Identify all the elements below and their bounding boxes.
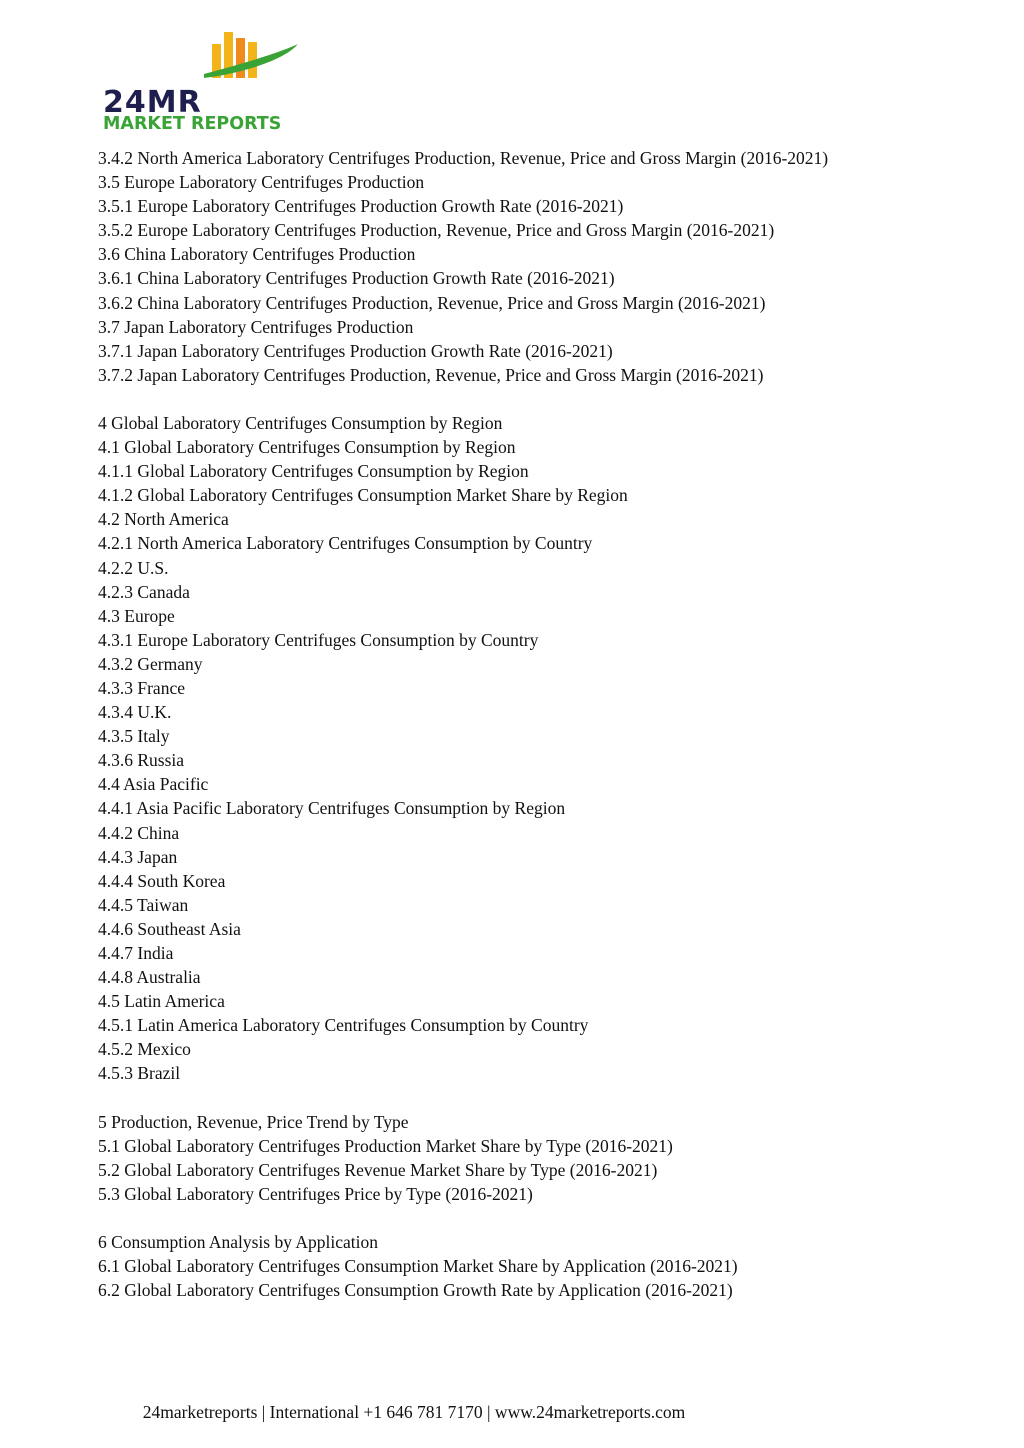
toc-entry: 4.3 Europe [98,605,175,626]
toc-entry: 4.4.2 China [98,822,180,843]
toc-entry: 4.4.6 Southeast Asia [98,918,241,939]
toc-section [98,411,998,1086]
toc-entry: 3.7.1 Japan Laboratory Centrifuges Production Growth Rate (2016-2021) [98,340,613,361]
toc-entry: 4.3.4 U.K. [98,702,172,723]
company-logo [100,28,310,134]
toc-entry: 3.7 Japan Laboratory Centrifuges Production [98,316,414,337]
toc-entry: 4.4 Asia Pacific [98,774,209,795]
toc-entry: 4.4.4 South Korea [98,870,226,891]
toc-entry: 4.3.5 Italy [98,726,170,747]
toc-entry: 4.5 Latin America [98,991,225,1012]
toc-entry: 4.5.1 Latin America Laboratory Centrifuges Consumption by Country [98,1015,589,1036]
toc-entry: 4.5.3 Brazil [98,1063,181,1084]
toc-entry: 6.2 Global Laboratory Centrifuges Consumption Growth Rate by Application (2016-2021) [98,1280,733,1301]
toc-section [98,1230,998,1302]
toc-entry: 3.6 China Laboratory Centrifuges Production [98,244,416,265]
toc-entry: 4.4.3 Japan [98,846,178,867]
toc-entry: 5.3 Global Laboratory Centrifuges Price by Type (2016-2021) [98,1183,533,1204]
toc-entry: 4.3.2 Germany [98,653,203,674]
toc-entry: 4.2.3 Canada [98,581,190,602]
toc-entry: 3.7.2 Japan Laboratory Centrifuges Production, Revenue, Price and Gross Margin (2016-2021) [98,364,764,385]
toc-entry: 3.6.1 China Laboratory Centrifuges Production Growth Rate (2016-2021) [98,268,615,289]
page-footer: 24marketreports | International +1 646 781 7170 | www.24marketreports.com [142,1402,686,1422]
toc-entry: 3.5 Europe Laboratory Centrifuges Production [98,172,425,193]
toc-entry: 4.4.5 Taiwan [98,894,189,915]
toc-entry: 6.1 Global Laboratory Centrifuges Consumption Market Share by Application (2016-2021) [98,1256,738,1277]
toc-entry: 4.3.6 Russia [98,750,185,771]
toc-entry: 4.2 North America [98,509,229,530]
toc-entry: 3.6.2 China Laboratory Centrifuges Production, Revenue, Price and Gross Margin (2016-2021) [98,292,766,313]
toc-entry: 4.3.3 France [98,677,185,698]
toc-entry: 4.4.7 India [98,943,174,963]
toc-entry: 5.2 Global Laboratory Centrifuges Revenue Market Share by Type (2016-2021) [98,1159,658,1180]
toc-entry: 4.1.1 Global Laboratory Centrifuges Consumption by Region [98,461,529,482]
toc-entry: 3.4.2 North America Laboratory Centrifuges Production, Revenue, Price and Gross Margin (2016-2021) [98,148,829,168]
toc-entry: 4.1.2 Global Laboratory Centrifuges Consumption Market Share by Region [98,485,628,506]
toc-entry: 4.2.2 U.S. [98,557,169,578]
toc-section [98,146,998,387]
toc-entry: 3.5.2 Europe Laboratory Centrifuges Production, Revenue, Price and Gross Margin (2016-2021) [98,220,775,241]
toc-entry: 4 Global Laboratory Centrifuges Consumption by Region [98,412,503,433]
toc-entry: 4.2.1 North America Laboratory Centrifuges Consumption by Country [98,533,593,554]
toc-entry: 4.4.1 Asia Pacific Laboratory Centrifuges Consumption by Region [98,798,566,819]
toc-entry: 6 Consumption Analysis by Application [98,1231,379,1252]
toc-entry: 4.1 Global Laboratory Centrifuges Consumption by Region [98,437,516,458]
logo-wordmark: 24MR [103,85,202,120]
toc-entry: 3.5.1 Europe Laboratory Centrifuges Production Growth Rate (2016-2021) [98,196,624,217]
table-of-contents [98,146,998,1326]
toc-entry: 4.4.8 Australia [98,967,201,988]
toc-entry: 5.1 Global Laboratory Centrifuges Production Market Share by Type (2016-2021) [98,1135,673,1156]
logo-tagline: MARKET REPORTS [103,114,282,134]
toc-entry: 5 Production, Revenue, Price Trend by Type [98,1111,409,1132]
toc-entry: 4.3.1 Europe Laboratory Centrifuges Consumption by Country [98,629,539,650]
toc-entry: 4.5.2 Mexico [98,1039,191,1060]
toc-section [98,1110,998,1206]
